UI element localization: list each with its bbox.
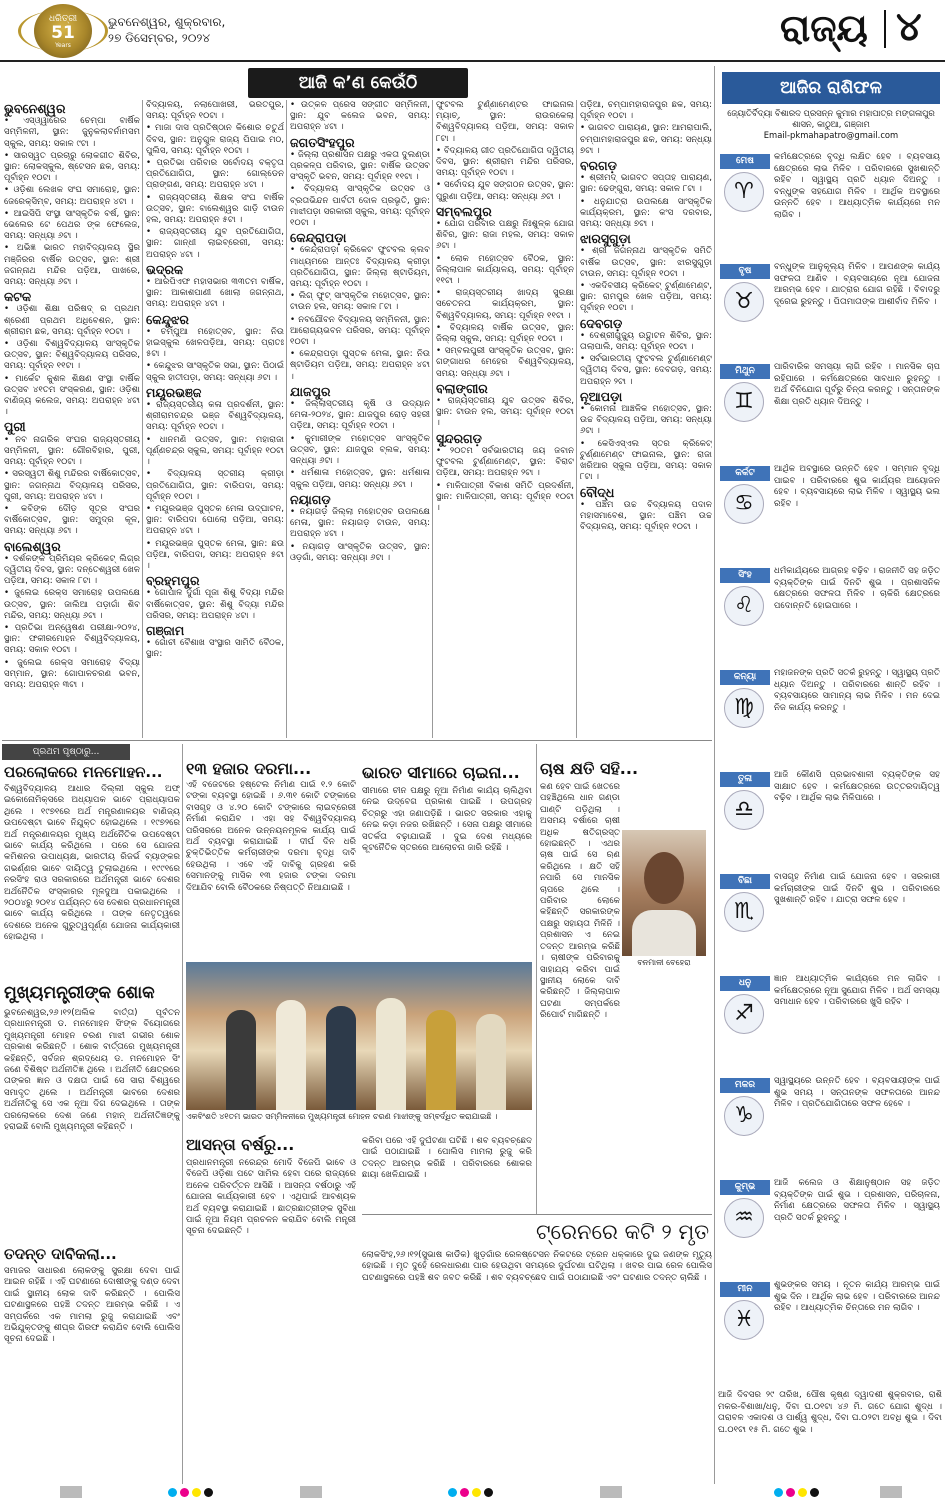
event-item: • ଲୋକ ମହୋତ୍ସବ ବୈଠକ, ସ୍ଥାନ: ଜିଲ୍ଲାପାଳ କାର୍ଯ୍ୟାଳୟ, ସମୟ: ପୂର୍ବାହ୍ନ ୧୧ଟା । — [436, 253, 574, 287]
sign-forecast: ଜ୍ଞାନ ଆଧ୍ୟାତ୍ମିକ କାର୍ଯ୍ୟରେ ମନ ଲାଗିବ । କର୍ମକ୍ଷେତ୍ରରେ ନୂଆ ସୁଯୋଗ ମିଳିବ । ଅର୍ଥ ସମସ୍ୟା ସମାଧାନ ହେବ । ପରିବାରରେ ଖୁସି ରହିବ । — [774, 974, 940, 1008]
horoscope-banner: ଆଜିର ରାଶିଫଳ — [722, 72, 940, 104]
sign-forecast: ଧର୍ମକାର୍ଯ୍ୟରେ ଆଗ୍ରହ ବଢ଼ିବ । ରାଜନୀତି ସହ ଜଡ଼ିତ ବ୍ୟକ୍ତିଙ୍କ ପାଇଁ ଦିନଟି ଶୁଭ । ପ୍ରଶାସନିକ କ୍ଷେତ୍ରରେ ସଫଳତା ମିଳିବ । ଚାକିରି କ୍ଷେତ୍ରରେ ପଦୋନ୍ନତି ହୋଇପାରେ । — [774, 566, 940, 611]
event-item: • ଯୋଗ ପରିବାର ପକ୍ଷରୁ ନିଃଶୁଳ୍କ ଯୋଗ ଶିବିର, ସ୍ଥାନ: ରାଜା ମହଲ, ସମୟ: ସକାଳ ୬ଟା । — [436, 219, 574, 252]
event-item: • ବିଦ୍ୟାଳୟ ଗୀତ ପ୍ରତିଯୋଗିତା ଦ୍ୱିତୀୟ ଦିବସ, ସ୍ଥାନ: ଶ୍ରୀରାମ ମନ୍ଦିର ପରିସର, ସମୟ: ପୂର୍ବାହ୍ନ ୧୦ଟା । — [436, 145, 574, 179]
logo-name: ଧରିତ୍ରୀ — [48, 13, 78, 24]
print-registration-dot — [786, 1488, 795, 1497]
event-item: • ଜିଲ୍ଲା ପ୍ରଶାସନ ପକ୍ଷରୁ ଏକତା ଦୁଲଣ୍ଡା ପ୍ରକଳ୍ପ ପରିବାର, ସ୍ଥାନ: ବାର୍ଷିକ ଉତ୍ସବ ସଂସ୍କୃତି ଭବନ, ସମୟ: ପୂର୍ବାହ୍ନ ୧୧ଟା । — [290, 149, 430, 183]
sign-forecast: ବନ୍ଧୁଙ୍କ ଆନୁକୂଲ୍ୟ ମିଳିବ । ଆପଣଙ୍କ କାର୍ଯ୍ୟ ସଫଳତା ଆଣିବ । ବ୍ୟବସାୟରେ ନୂଆ ଯୋଜନା ଆରମ୍ଭ ହେବ । ଯାତ୍ରାର ଯୋଗ ରହିଛି । ବିବାଦରୁ ଦୂରେଇ ରୁହନ୍ତୁ । ପିତାମାତାଙ୍କ ଆଶୀର୍ବାଦ ମିଳିବ । — [774, 262, 940, 307]
headline-cm-condolence: ମୁଖ୍ୟମନ୍ତ୍ରୀଙ୍କ ଶୋକ — [4, 983, 155, 1003]
section-title: ରାଜ୍ୟ — [780, 6, 868, 50]
dateline-date: ୨୭ ଡିସେମ୍ବର, ୨୦୨୪ — [108, 31, 211, 45]
horoscope-cancer — [718, 464, 942, 574]
taurus-icon: ♉ — [724, 282, 764, 322]
sign-name: ସିଂହ — [720, 568, 770, 583]
gemini-icon: ♊ — [724, 382, 764, 422]
district-heading: ପୁରୀ — [4, 419, 26, 435]
print-registration-dot — [460, 1488, 469, 1497]
sidebar-rule — [714, 66, 715, 1484]
horoscope-sagittarius — [718, 974, 942, 1084]
horoscope-taurus — [718, 262, 942, 372]
event-item: • ଗୋପାଳ ଦୁର୍ଗା ପୂଜା ଶିଶୁ ବିଦ୍ୟା ମନ୍ଦିର ବାର୍ଷିକୋତ୍ସବ, ସ୍ଥାନ: ଶିଶୁ ବିଦ୍ୟା ମନ୍ଦିର ପରିସର, ସମୟ: ଅପରାହ୍ନ ୪ଟା । — [146, 588, 284, 621]
district-heading: ବରଗଡ଼ — [580, 158, 617, 174]
section-rule — [2, 740, 712, 741]
district-heading: ଦେବଗଡ଼ — [580, 315, 623, 331]
person-figure — [326, 1006, 356, 1110]
print-registration-dot — [472, 1488, 481, 1497]
event-item: • ରାଜ୍ୟସ୍ତରୀୟ ଯୁବ ପ୍ରତିଯୋଗିତା, ସ୍ଥାନ: ଗାନ୍ଧୀ ଲାଇବ୍ରେରୀ, ସମୟ: ଅପରାହ୍ନ ୪ଟା । — [146, 227, 284, 260]
event-item: ପଡ଼ିଆ, ଚମ୍ପାମହାରାଜପୁର ଛକ, ସମୟ: ପୂର୍ବାହ୍ନ ୧୦ଟା । — [580, 100, 712, 122]
aries-icon: ♈ — [724, 172, 764, 212]
district-heading: ନୂଆପଡ଼ା — [580, 388, 623, 404]
headline-train-accident: ଟ୍ରେନରେ କଟି ୨ ମୃତ — [536, 1220, 710, 1244]
event-item: • ସର୍ବଭାରତୀୟ ଫୁଟବଲ ଟୁର୍ଣ୍ଣାମେଣ୍ଟ ଦ୍ୱିତୀୟ ଦିବସ, ସ୍ଥାନ: ଦେବଗଡ଼, ସମୟ: ଅପରାହ୍ନ ୨ଟା । — [580, 354, 712, 387]
event-item: • ଏକଦିବସୀୟ କ୍ରିକେଟ୍ ଟୁର୍ଣ୍ଣାମେଣ୍ଟ, ସ୍ଥାନ: ରାମପୁର ଖେଳ ପଡ଼ିଆ, ସମୟ: ପୂର୍ବାହ୍ନ ୧୦ଟା । — [580, 281, 712, 314]
event-item: • ଦେଶ୍ରୀଗୁଜ୍ୟୁ ଉଦ୍ଘାଟନ ଶିବିର, ସ୍ଥାନ: ତାଲାପାଲି, ସମୟ: ପୂର୍ବାହ୍ନ ୧୦ଟା । — [580, 330, 712, 353]
district-heading: ନୟାଗଡ଼ — [290, 491, 331, 507]
district-heading: ଝାରସୁଗୁଡ଼ା — [580, 231, 631, 247]
district-heading: ମୟୂରଭଞ୍ଜ — [146, 384, 202, 400]
virgo-icon: ♍ — [724, 688, 764, 728]
horoscope-libra — [718, 770, 942, 880]
story-accident-continued: କରିବା ପରେ ଏହି ଦୁର୍ଘଟଣା ଘଟିଛି । ଶବ ବ୍ୟବଚ୍ଛେଦ ପାଇଁ ପଠାଯାଇଛି । ପୋଲିସ ମାମଲା ରୁଜୁ କରି ତଦନ୍ତ ଆରମ୍ଭ କରିଛି । ପରିବାରରେ ଶୋକର ଛାୟା ଖେଳିଯାଇଛି । — [362, 1136, 532, 1181]
sign-name: ମେଷ — [720, 154, 770, 169]
horoscope-leo — [718, 566, 942, 676]
farmer-photo — [622, 830, 706, 956]
event-item: ଫୁଟବଲ ଟୁର୍ଣ୍ଣାମେଣ୍ଟର ଫାଇନାଲ ମ୍ୟାଚ୍, ସ୍ଥାନ: ରାଉରକେଲା ବିଶ୍ୱବିଦ୍ୟାଳୟ ପଡ଼ିଆ, ସମୟ: ସକାଳ ୮ଟା । — [436, 100, 574, 144]
farmer-caption: ବନମାଳୀ ବେହେରା — [637, 958, 691, 967]
event-item: • ମୟୂରଭଞ୍ଜ ପୁସ୍ତକ ମେଳା ଉଦ୍‌ଘାଟନ, ସ୍ଥାନ: ବାରିପଦା ପୋଲୋ ପଡ଼ିଆ, ସମୟ: ଅପରାହ୍ନ ୪ଟା । — [146, 503, 284, 537]
column-rule — [576, 100, 577, 738]
event-item: • ପ୍ରତିଭା ପରିବାର ସର୍ବୋଦୟ ବକ୍ତୃତା ପ୍ରତିଯୋଗିତା, ସ୍ଥାନ: ଗୋଲ୍ଡେନ ପ୍ରାଙ୍ଗଣ, ସମୟ: ଅପରାହ୍ନ ୪ଟା । — [146, 158, 284, 191]
sign-name: ମକର — [720, 1078, 770, 1093]
headline-crop-loss: ଚାଷ କ୍ଷତି ସହି... — [540, 759, 639, 778]
pisces-icon: ♓ — [724, 1300, 764, 1340]
sign-forecast: ଶୁଭଙ୍କର ସମୟ । ନୂତନ କାର୍ଯ୍ୟ ଆରମ୍ଭ ପାଇଁ ଶୁଭ ଦିନ । ଆର୍ଥିକ ଲାଭ ହେବ । ପରିବାରରେ ଆନନ୍ଦ ରହିବ । ଆଧ୍ୟାତ୍ମିକ ଚିନ୍ତାରେ ମନ ଲାଗିବ । — [774, 1280, 940, 1314]
story-cm-condolence: ଭୁବନେଶ୍ୱର,୨୬।୧୨(ଅଲିକ ବାର୍ତ୍ତା) ପୂର୍ବତନ ପ୍ରଧାନମନ୍ତ୍ରୀ ଡ. ମନମୋହନ ସିଂଙ୍କ ବିୟୋଗରେ ମୁଖ୍ୟମନ୍ତ୍ରୀ ମୋହନ ଚରଣ ମାଝୀ ଗଭୀର ଶୋକ ପ୍ରକାଶ କରିଛନ୍ତି । ଶୋକ ବାର୍ତ୍ତାରେ ମୁଖ୍ୟମନ୍ତ୍ରୀ କହିଛନ୍ତି, ସର୍ବଜନ ଶ୍ରଦ୍ଧେୟ ଡ. ମନମୋହନ ସିଂ ଜଣେ ବିଶିଷ୍ଟ ଅର୍ଥନୀତିଜ୍ଞ ଥିଲେ । ଅର୍ଥନୀତି କ୍ଷେତ୍ରରେ ତାଙ୍କର ଜ୍ଞାନ ଓ ଦକ୍ଷତା ପାଇଁ ସେ ସାରା ବିଶ୍ୱରେ ସମାଦୃତ ଥିଲେ । ଅର୍ଥମନ୍ତ୍ରୀ ଭାବରେ ଦେଶର ଅର୍ଥନୀତିକୁ ସେ ଏକ ନୂଆ ଦିଗ ଦେଇଥିଲେ । ତାଙ୍କ ପରଲୋକରେ ଦେଶ ଜଣେ ମହାନ୍ ଅର୍ଥନୀତିଜ୍ଞଙ୍କୁ ହରାଇଛି ବୋଲି ମୁଖ୍ୟମନ୍ତ୍ରୀ କହିଛନ୍ତି । — [4, 1008, 180, 1133]
column-rule — [536, 744, 537, 1214]
event-item: • ଧନୁଯାତ୍ରା ଉପଲକ୍ଷେ ସାଂସ୍କୃତିକ କାର୍ଯ୍ୟକ୍ରମ, ସ୍ଥାନ: କଂସ ଦରବାର, ସମୟ: ସନ୍ଧ୍ୟା ୭ଟା । — [580, 196, 712, 230]
event-item: • ଧର୍ମଶାଳା ମହୋତ୍ସବ, ସ୍ଥାନ: ଧର୍ମଶାଳା ସ୍କୁଲ ପଡ଼ିଆ, ସମୟ: ସନ୍ଧ୍ୟା ୬ଟା । — [290, 468, 430, 490]
event-item: • ନୟାଗଡ଼ ଜିଲ୍ଲା ମହୋତ୍ସବ ଉପଲକ୍ଷେ ମେଳା, ସ୍ଥାନ: ନୟାଗଡ଼ ଟାଉନ, ସମୟ: ଅପରାହ୍ନ ୪ଟା । — [290, 506, 430, 540]
event-item: • କେନ୍ଦ୍ରାପଡ଼ା ପୁସ୍ତକ ମେଳା, ସ୍ଥାନ: ନିଉ ଷ୍ଟାଡିୟମ ପଡ଼ିଆ, ସମୟ: ଅପରାହ୍ନ ୪ଟା । — [290, 349, 430, 382]
event-item: • କୋମନା ଆଞ୍ଚଳିକ ମହୋତ୍ସବ, ସ୍ଥାନ: ଉଚ୍ଚ ବିଦ୍ୟାଳୟ ପଡ଼ିଆ, ସମୟ: ସନ୍ଧ୍ୟା ୬ଟା । — [580, 404, 712, 437]
event-item: • କେନ୍ଦୁଝର ସାଂସ୍କୃତିକ ସଭା, ସ୍ଥାନ: ପିଠାଇଁ ସ୍କୁଲ ହାତୀପଡ଼ା, ସମୟ: ସନ୍ଧ୍ୟା ୬ଟା । — [146, 361, 284, 383]
photo-caption: ଏକବିଂଶତି ୪୧ତମ ଭାରତ ସମ୍ମିଳନୀରେ ମୁଖ୍ୟମନ୍ତ୍ରୀ ମୋହନ ଚରଣ ମାଝୀଙ୍କୁ ସମ୍ବର୍ଦ୍ଧିତ କରାଯାଇଛି । — [186, 1112, 498, 1121]
person-figure — [276, 1000, 306, 1110]
section-rule — [362, 1214, 712, 1215]
event-item: • ଚମ୍ପୁଆ ମହୋତ୍ସବ, ସ୍ଥାନ: ନିଉ ହାଇସ୍କୁଲ ଖେଳପଡ଼ିଆ, ସମୟ: ପ୍ରାତଃ ୫ଟା । — [146, 326, 284, 360]
horoscope-virgo — [718, 668, 942, 778]
events-column-2 — [146, 100, 284, 738]
person-figure — [226, 1010, 256, 1110]
logo-years-number: 51 — [51, 22, 75, 43]
newspaper-logo — [34, 4, 92, 58]
sign-forecast: ପାରିବାରିକ ସମସ୍ୟା ଲାଗି ରହିବ । ମାନସିକ ଚାପ ରହିପାରେ । କର୍ମକ୍ଷେତ୍ରରେ ସାବଧାନ ରୁହନ୍ତୁ । ଅର୍ଥ ବିନିଯୋଗ ପୂର୍ବରୁ ଚିନ୍ତା କରନ୍ତୁ । ସନ୍ତାନଙ୍କ ଶିକ୍ଷା ପ୍ରତି ଧ୍ୟାନ ଦିଅନ୍ତୁ । — [774, 362, 940, 407]
event-item: • କବିଙ୍କ ଦୌଡ଼ ସୂତ୍ର ସଂଘର ବାର୍ଷିକୋତ୍ସବ, ସ୍ଥାନ: ସମୁଦ୍ର କୂଳ, ସମୟ: ସନ୍ଧ୍ୟା ୬ଟା । — [4, 503, 140, 537]
event-item: • ପ୍ରତିଭା ଅନ୍ୱେଷଣ ପରୀକ୍ଷା-୨୦୨୪, ସ୍ଥାନ: ଫକୀରମୋହନ ବିଶ୍ୱବିଦ୍ୟାଳୟ, ସମୟ: ସକାଳ ୧୦ଟା । — [4, 622, 140, 656]
horoscope-aries — [718, 152, 942, 262]
headline-salary: ୧୩ ହଜାର ଦରମା... — [186, 759, 312, 778]
district-heading: ବୌଦ୍ଧ — [580, 484, 615, 500]
events-column-1 — [4, 100, 140, 738]
event-item: • ସାରସ୍ୱତ ପ୍ରଚାରୁ ଲୋକଗୀତ ଶିବିର, ସ୍ଥାନ: ଲୋକସ୍କୁଲ, ଷ୍ଟେସନ ଛକ, ସମୟ: ପୂର୍ବାହ୍ନ ୧୦ଟା । — [4, 150, 140, 184]
print-registration-dot — [168, 1488, 177, 1497]
story-probe-demand: ସମାଜର ସାଧାରଣ ଲୋକଙ୍କୁ ସୁରକ୍ଷା ଦେବା ପାଇଁ ଆଇନ ରହିଛି । ଏହି ଘଟଣାରେ ଦୋଷୀଙ୍କୁ ଦଣ୍ଡ ଦେବା ପାଇଁ ସ୍ଥାନୀୟ ଲୋକ ଦାବି କରିଛନ୍ତି । ପୋଲିସ ଘଟଣାସ୍ଥଳରେ ପହଞ୍ଚି ତଦନ୍ତ ଆରମ୍ଭ କରିଛି । ଏ ସମ୍ପର୍କରେ ଏକ ମାମଲା ରୁଜୁ କରାଯାଇଛି ଏବଂ ଅଭିଯୁକ୍ତଙ୍କୁ ଶୀଘ୍ର ଗିରଫ କରାଯିବ ବୋଲି ପୋଲିସ ସୂଚନା ଦେଇଛି । — [4, 1266, 180, 1345]
event-item: • ବିଦ୍ୟାଳୟ ବାର୍ଷିକ ଉତ୍ସବ, ସ୍ଥାନ: ଜିଲ୍ଲା ସ୍କୁଲ, ସମୟ: ପୂର୍ବାହ୍ନ ୧୦ଟା । — [436, 322, 574, 345]
person-figure — [476, 1014, 506, 1110]
dateline-place: ଭୁବନେଶ୍ୱର, ଶୁକ୍ରବାର, — [108, 15, 226, 29]
event-item: • ଓଡ଼ିଶା ବିଶ୍ୱବିଦ୍ୟାଳୟ ସାଂସ୍କୃତିକ ଉତ୍ସବ, ସ୍ଥାନ: ବିଶ୍ୱବିଦ୍ୟାଳୟ ପରିସର, ସମୟ: ପୂର୍ବାହ୍ନ ୧୧ଟା । — [4, 339, 140, 372]
event-item: • ବିଦ୍ୟାଳୟ ସାଂସ୍କୃତିକ ଉତ୍ସବ ଓ ବ୍ରତାଭିନ୍ଦନ ପାର୍ବତୀ ଦୋଳ ପ୍ରଭୃତି, ସ୍ଥାନ: ମାଝୀପଡ଼ା ସରକାରୀ ସ୍କୁଲ, ସମୟ: ପୂର୍ବାହ୍ନ ୧୦ଟା । — [290, 184, 430, 229]
headline-probe-demand: ତଦନ୍ତ ଦାବିକଲା... — [4, 1245, 117, 1263]
event-item: • ଶ୍ରୀମଦ୍ ଭାଗବତ ସପ୍ତାହ ପାରାୟଣ, ସ୍ଥାନ: ଢେଙ୍ଗୁରା, ସମୟ: ସକାଳ ୮ଟା । — [580, 173, 712, 195]
event-item: • ଶ୍ରୀ ଜଗନ୍ନାଥ ସାଂସ୍କୃତିକ ସମିତି ବାର୍ଷିକ ଉତ୍ସବ, ସ୍ଥାନ: ଝାରସୁଗୁଡ଼ା ଟାଉନ, ସମୟ: ପୂର୍ବାହ୍ନ ୧୦ଟା । — [580, 246, 712, 279]
event-item: • ଉତ୍କଳ ପ୍ରେସ ସଙ୍ଗୀତ ସମ୍ମିଳନୀ, ସ୍ଥାନ: ଯୁବ କଲେଜ ଭବନ, ସମୟ: ଅପରାହ୍ନ ୪ଟା । — [290, 100, 430, 133]
event-item: • ଗୋଚୀ ବୈଶାଖ ସଂସ୍ଥାର ସାମିତି ବୈଠକ, ସ୍ଥାନ: — [146, 638, 284, 660]
event-item: • ଆଇସିପି ସଂସ୍ଥା ସାଂସ୍କୃତିକ ବର୍ଷ, ସ୍ଥାନ: ଭେଲେର ଟେ ପେଥର ଙ୍କ ଫେଲେଜ, ସମୟ: ସନ୍ଧ୍ୟା ୬ଟା । — [4, 208, 140, 242]
event-item: ବିଦ୍ୟାଳୟ, ନଲାପୋଖରୀ, ଭରତପୁର, ସମୟ: ପୂର୍ବାହ୍ନ ୧୦ଟା । — [146, 100, 284, 122]
section-divider — [884, 10, 886, 48]
event-item: • ଧାନମଣି ଉତ୍ସବ, ସ୍ଥାନ: ମହାରାଜା ପୂର୍ଣ୍ଣଚନ୍ଦ୍ର ସ୍କୁଲ, ସମୟ: ପୂର୍ବାହ୍ନ ୧୦ଟା । — [146, 434, 284, 468]
sign-name: ଧନୁ — [720, 976, 770, 991]
sign-forecast: କର୍ମକ୍ଷେତ୍ରରେ ବୃଦ୍ଧି ଲକ୍ଷିତ ହେବ । ବ୍ୟବସାୟ କ୍ଷେତ୍ରରେ ଲାଭ ମିଳିବ । ପରିବାରରେ ସୁଖଶାନ୍ତି ରହିବ । ସ୍ୱାସ୍ଥ୍ୟ ପ୍ରତି ଧ୍ୟାନ ଦିଅନ୍ତୁ । ବନ୍ଧୁଙ୍କ ସହଯୋଗ ମିଳିବ । ଆର୍ଥିକ ଅବସ୍ଥାରେ ଉନ୍ନତି ହେବ । ଆଧ୍ୟାତ୍ମିକ କାର୍ଯ୍ୟରେ ମନ ଲାଗିବ । — [774, 152, 940, 220]
event-item: • ଓଡ଼ିଶା ଶିକ୍ଷା ପରିଷଦ୍‌ ର ପ୍ରଥମ ଶ୍ରେଣୀ ପ୍ରଥମ ଅଧିବେଶନ, ସ୍ଥାନ: ଶ୍ରୀରାମ ଛକ, ସମୟ: ପୂର୍ବାହ୍ନ ୧୦ଟା । — [4, 304, 140, 337]
column-rule — [142, 100, 143, 738]
farmer-face — [644, 852, 684, 904]
dateline — [108, 14, 288, 46]
masthead — [0, 0, 945, 62]
story-salary: ଏହି ବଜେଟରେ ହଷ୍ଟେଲ ନିର୍ମାଣ ପାଇଁ ୧.୨ କୋଟି ଟଙ୍କା ବ୍ୟବସ୍ଥା ହୋଇଛି । ୬.୩୧ କୋଟି ଟଙ୍କାରେ ବାସଗୃହ ଓ ୪.୨୦ କୋଟି ଟଙ୍କାରେ ଲାଇବ୍ରେରୀ ନିର୍ମାଣ କରାଯିବ । ଏହା ସହ ବିଶ୍ୱବିଦ୍ୟାଳୟ ପରିସରରେ ଅନେକ ଉନ୍ନୟନମୂଳକ କାର୍ଯ୍ୟ ପାଇଁ ଅର୍ଥ ବ୍ୟବସ୍ଥା କରାଯାଇଛି । ଦୀର୍ଘ ଦିନ ଧରି ଚୁକ୍ତିଭିତ୍ତିକ କର୍ମଚାରୀଙ୍କ ଦରମା ବୃଦ୍ଧି ଦାବି ହେଉଥିଲା । ଏବେ ଏହି ଦାବିକୁ ଗ୍ରହଣ କରି ସେମାନଙ୍କୁ ମାସିକ ୧୩ ହଜାର ଟଙ୍କା ଦରମା ଦିଆଯିବ ବୋଲି ବୈଠକରେ ନିଷ୍ପତ୍ତି ନିଆଯାଇଛି । — [186, 780, 356, 893]
event-item: • ଓଡ଼ିଶା ଲେଖକ ସଂଘ ସମାରୋହ, ସ୍ଥାନ: ଜେରେକ୍ସିମ୍ବ, ସମୟ: ଅପରାହ୍ନ ୪ଟା । — [4, 185, 140, 207]
district-heading: ଭୁବନେଶ୍ୱର — [4, 101, 66, 116]
event-item: • ୨୦ତମ ସର୍ବଭାରତୀୟ ଜୟ ଜବାନ ଫୁଟବଲ ଟୁର୍ଣ୍ଣାମେଣ୍ଟ, ସ୍ଥାନ: ବିରାଟ ପଡ଼ିଆ, ସମୟ: ଅପରାହ୍ନ ୨ଟା । — [436, 445, 574, 479]
district-heading: ଯାଜପୁର — [290, 383, 331, 399]
story-next-year: ପ୍ରଧାନମନ୍ତ୍ରୀ ନରେନ୍ଦ୍ର ମୋଦି ବିଜେପି ଭାବେ ଓ ବିଜେପି ଓଡ଼ିଶା ପଟେ ସାମିଲ ହେବା ପରେ ରାଜ୍ୟରେ ଅନେକ ପରିବର୍ତ୍ତନ ଆସିଛି । ଆସନ୍ତା ବର୍ଷଠାରୁ ଏହି ଯୋଜନା କାର୍ଯ୍ୟକାରୀ ହେବ । ଏଥିପାଇଁ ଆବଶ୍ୟକ ଅର୍ଥ ବ୍ୟବସ୍ଥା କରାଯାଇଛି । ଛାତ୍ରଛାତ୍ରୀଙ୍କ ସୁବିଧା ପାଇଁ ନୂଆ ନିୟମ ପ୍ରଚଳନ କରାଯିବ ବୋଲି ମନ୍ତ୍ରୀ ସୂଚନା ଦେଇଛନ୍ତି । — [186, 1158, 356, 1237]
event-photo — [186, 962, 532, 1110]
column-rule — [432, 100, 433, 738]
headline-china-border: ଭାରତ ସୀମାରେ ଚାଇନା... — [362, 763, 520, 782]
story-manmohan: ବିଶ୍ୱବିଦ୍ୟାଳୟ ଆଧାର ଦିଲ୍ଲୀ ସ୍କୁଲ ଅଫ୍ ଇକୋନୋମିକ୍ସରେ ଅଧ୍ୟାପକ ଭାବେ ପ୍ରାଧ୍ୟାପକ ଥିଲେ । ୧୯୭୧ରେ ଅର୍ଥ ମନ୍ତ୍ରଣାଳୟର ବାଣିଜ୍ୟ ଉପଦେଷ୍ଟା ଭାବେ ନିଯୁକ୍ତ ହୋଇଥିଲେ । ୧୯୭୨ରେ ଅର୍ଥ ମନ୍ତ୍ରଣାଳୟର ମୁଖ୍ୟ ଅର୍ଥନୈତିକ ଉପଦେଷ୍ଟା ଭାବେ କାର୍ଯ୍ୟ କରିଥିଲେ । ପରେ ସେ ଯୋଜନା କମିଶନର ଉପାଧ୍ୟକ୍ଷ, ଭାରତୀୟ ରିଜର୍ଭ ବ୍ୟାଙ୍କର ଗଭର୍ଣ୍ଣର ଭାବେ ଦାୟିତ୍ୱ ତୁଲାଇଥିଲେ । ୧୯୯୧ରେ ନରସିଂହ ରାଓ ସରକାରରେ ଅର୍ଥମନ୍ତ୍ରୀ ଭାବେ ଦେଶର ଅର୍ଥନୈତିକ ସଂସ୍କାରର ମୂଳଦୁଆ ପକାଇଥିଲେ । ୨୦୦୪ରୁ ୨୦୧୪ ପର୍ଯ୍ୟନ୍ତ ସେ ଦେଶର ପ୍ରଧାନମନ୍ତ୍ରୀ ଭାବେ କାର୍ଯ୍ୟ କରିଥିଲେ । ତାଙ୍କ ନେତୃତ୍ୱରେ ଦେଶରେ ଅନେକ ଗୁରୁତ୍ୱପୂର୍ଣ୍ଣ ଯୋଜନା କାର୍ଯ୍ୟକାରୀ ହୋଇଥିଲା । — [4, 784, 180, 943]
sign-name: କନ୍ୟା — [720, 670, 770, 685]
person-figure — [376, 998, 406, 1110]
horoscope-gemini — [718, 362, 942, 472]
event-item: • କେସିଏସ୍‌ଏଲ ସ୍ତର କ୍ରିକେଟ୍ ଟୁର୍ଣ୍ଣାମେଣ୍ଟ ଫାଇନାଲ, ସ୍ଥାନ: ରାଜା ଖରିଆର ସ୍କୁଲ ପଡ଼ିଆ, ସମୟ: ସକାଳ ୮ଟା । — [580, 438, 712, 483]
district-heading: ଭଦ୍ରକ — [146, 261, 184, 277]
print-registration-dot — [204, 1488, 213, 1497]
sign-name: କୁମ୍ଭ — [720, 1180, 770, 1195]
event-item: • ଜୁଲେଇ ରେକ୍ସ ସମାରୋହ ଉପଲକ୍ଷେ ଉତ୍ସବ, ସ୍ଥାନ: ଜାଲିଆ ପଡ଼ାଗାଁ ଶିବ ମନ୍ଦିର, ସମୟ: ସନ୍ଧ୍ୟା ୬ଟା । — [4, 588, 140, 621]
event-item: • ଦର୍ଶକଙ୍କ ପ୍ରିମିୟର କ୍ରିକେଟ୍ ଲିଗ୍‌ର ଦ୍ୱିତୀୟ ଦିବସ, ସ୍ଥାନ: ଦନ୍ତେଶ୍ୱରୀ ଖେଳ ପଡ଼ିଆ, ସମୟ: ସକାଳ ୮ଟା । — [4, 553, 140, 587]
horoscope-scorpio — [718, 872, 942, 982]
print-registration-bar — [600, 1486, 622, 1498]
event-item: • ମାଜା ଦାସ ପ୍ରତିଷ୍ଠାନ କିଶୋର ଚତୁର୍ଥ ଦିବସ, ସ୍ଥାନ: ଅନୁଗୁଳ ରାଜ୍ୟ ପିପାଇ ମଠ, ପୁଲିସ, ସମୟ: ପୂର୍ବାହ୍ନ ୧୦ଟା । — [146, 123, 284, 156]
astrologer-credit: ଜ୍ୟୋତିର୍ବିଦ୍ୟା ବିଶାରଦ ପ୍ରସନ୍ନ କୁମାର ମହାପାତ୍ର ମଙ୍ଗଳାପୁର ଶାସନ, କାଠୁଆ, ଗଞ୍ଜାମ — [727, 108, 935, 129]
astrologer-email: Email-pkmahapatro@gmail.com — [763, 130, 899, 140]
headline-next-year: ଆସନ୍ତା ବର୍ଷରୁ... — [186, 1135, 295, 1154]
panchang-note: ଆଜି ଦିବସର ୨୯ ତାରିଖ, ପୌଷ କୃଷ୍ଣ ଦ୍ୱାଦଶୀ ଶୁକ୍ରବାର, ରାଶି ମକର-ବିଶାଖା/ଧନୁ, ଦିବା ଘ.୦୧ଟା ୪୬ ମି. ଗତେ ଯୋଗ ଶୁଦ୍ଧ । ତାରାବଳ ଏକାଦଶ ଓ ପାର୍ଶ୍ୱ ଶୁଦ୍ଧ, ଦିବା ଘ.୦୨ଟା ଅବଧି ଶୁଭ । ଦିବା ଘ.୦୧ଟା ୧୫ ମି. ଗତେ ଶୁଭ । — [718, 1390, 942, 1435]
sign-name: ବିଛା — [720, 874, 770, 889]
print-registration-dot — [192, 1488, 201, 1497]
cancer-icon: ♋ — [724, 484, 764, 524]
scorpio-icon: ♏ — [724, 892, 764, 932]
event-item: • ରାଜ୍ୟସ୍ତରୀୟ ଶିକ୍ଷକ ସଂଘ ବାର୍ଷିକ ଉତ୍ସବ, ସ୍ଥାନ: ବାଲେଶ୍ୱର ଗାଡ଼ି ଟାଉନ ହଲ, ସମୟ: ଅପରାହ୍ନ ୫ଟା । — [146, 192, 284, 226]
print-registration-bar — [880, 1486, 902, 1498]
district-heading: ସମ୍ବଲପୁର — [436, 203, 492, 219]
sign-forecast: ଆର୍ଥିକ ଅବସ୍ଥାରେ ଉନ୍ନତି ହେବ । ସମ୍ମାନ ବୃଦ୍ଧି ପାଇବ । ପରିବାରରେ ଶୁଭ କାର୍ଯ୍ୟର ଆୟୋଜନ ହେବ । ବ୍ୟବସାୟରେ ଲାଭ ମିଳିବ । ସ୍ୱାସ୍ଥ୍ୟ ଭଲ ରହିବ । — [774, 464, 940, 509]
story-train-accident: ଲୋକସିଂହ,୨୬।୧୨(ସୁଭାଷ କାର୍ଡିକ) ଖୁଡ଼ଗାଁର ରେଳଷ୍ଟେସନ ନିକଟରେ ଟ୍ରେନ ଧକ୍କାରେ ଦୁଇ ଜଣଙ୍କ ମୃତ୍ୟୁ ହୋଇଛି । ମୃତ ଦୁହେଁ ରେଳଧାରଣା ପାର ହେଉଥିବା ସମୟରେ ଦୁର୍ଘଟଣା ଘଟିଥିଲା । ଖବର ପାଇ ରେଳ ପୋଲିସ ଘଟଣାସ୍ଥଳରେ ପହଞ୍ଚି ଶବ ଜବତ କରିଛି । ଶବ ବ୍ୟବଚ୍ଛେଦ ପାଇଁ ପଠାଯାଇଛି ଏବଂ ଘଟଣାର ତଦନ୍ତ ଚାଲିଛି । — [362, 1250, 712, 1283]
print-registration-dot — [484, 1488, 493, 1497]
event-item: • ରାଜ୍ୟସ୍ତରୀୟ ଖାଦ୍ୟ ସୁରକ୍ଷା ସଚେତନତା କାର୍ଯ୍ୟକ୍ରମ, ସ୍ଥାନ: ବିଶ୍ୱବିଦ୍ୟାଳୟ, ସମୟ: ପୂର୍ବାହ୍ନ ୧୧ଟା । — [436, 288, 574, 321]
event-item: • ଏସ୍‌ଓ୍ୱାରେର ଚେମ୍ପା ବାର୍ଷିକ ସମ୍ମିଳନୀ, ସ୍ଥାନ: ଜୁନୁକଲାବର୍ନାମସମ ସ୍କୁଲ, ସମୟ: ସକାଳ ୯ଟା । — [4, 116, 140, 149]
horoscope-capricorn — [718, 1076, 942, 1186]
district-heading: କଟକ — [4, 289, 32, 305]
page-number: ୪ — [896, 4, 922, 50]
sign-name: ମୀନ — [720, 1282, 770, 1297]
event-item: • ରାଜ୍ୟସ୍ତରୀୟ କଳା ପ୍ରଦର୍ଶନୀ, ସ୍ଥାନ: ଶ୍ରୀରାମଚନ୍ଦ୍ର ଭଞ୍ଜ ବିଶ୍ୱବିଦ୍ୟାଳୟ, ସମୟ: ପୂର୍ବାହ୍ନ ୧୦ଟା । — [146, 400, 284, 433]
event-item: • ଜିଲ୍ଲାସ୍ତରୀୟ କୃଷି ଓ ଉଦ୍ୟାନ ମେଳା-୨୦୨୪, ସ୍ଥାନ: ଯାଜପୁର ରୋଡ଼ ସହରୀ ପଡ଼ିଆ, ସମୟ: ପୂର୍ବାହ୍ନ ୧୦ଟା । — [290, 399, 430, 432]
event-item: • ଅଭିଜ୍ଞ ଭାରତ ମହାବିଦ୍ୟାଳୟ ସ୍ଥିର ମଞ୍ଜିରର ବାର୍ଷିକ ଉତ୍ସବ, ସ୍ଥାନ: ଶ୍ରୀ ଜଗନ୍ନାଥ ମନ୍ଦିର ପଡ଼ିଆ, ପାଖରେ, ସମୟ: ସନ୍ଧ୍ୟା ୬ଟା । — [4, 243, 140, 288]
sign-name: ବୃଷ — [720, 264, 770, 279]
libra-icon: ♎ — [724, 790, 764, 830]
print-registration-dot — [774, 1488, 783, 1497]
sign-forecast: ସ୍ୱାସ୍ଥ୍ୟରେ ଉନ୍ନତି ହେବ । ବ୍ୟବସାୟୀଙ୍କ ପାଇଁ ଶୁଭ ସମୟ । ସନ୍ତାନଙ୍କ ସଫଳତାରେ ଆନନ୍ଦ ମିଳିବ । ପ୍ରତିଯୋଗିତାରେ ସଫଳ ହେବେ । — [774, 1076, 940, 1110]
print-registration-dot — [798, 1488, 807, 1497]
sign-name: ମିଥୁନ — [720, 364, 770, 379]
headline-manmohan: ପରଲୋକରେ ମନମୋହନ... — [4, 763, 163, 781]
event-item: • ଜୁଲେଇ ରେକ୍ସ ସମାରୋହ ବିଦ୍ୟା ସମ୍ମାନ, ସ୍ଥାନ: ଗୋପାଳଚରଣ ଭବନ, ସମୟ: ଅପରାହ୍ନ ୩ଟା । — [4, 657, 140, 690]
print-registration-dot — [810, 1488, 819, 1497]
print-registration-dot — [448, 1488, 457, 1497]
column-rule — [182, 744, 183, 1484]
event-item: • ସର୍ବୋଦୟ ଯୁବ ସଙ୍ଗଠନ ଉତ୍ସବ, ସ୍ଥାନ: ପୁରୁଣା ପଡ଼ିଆ, ସମୟ: ସନ୍ଧ୍ୟା ୬ଟା । — [436, 180, 574, 202]
district-heading: ବାଲେଶ୍ୱର — [4, 538, 61, 554]
events-column-4 — [436, 100, 574, 738]
continued-tag: ପ୍ରଥମ ପୃଷ୍ଠାରୁ... — [2, 744, 130, 760]
story-china-border: ସୀମାରେ ଚୀନ ପକ୍ଷରୁ ନୂଆ ନିର୍ମାଣ କାର୍ଯ୍ୟ ଚାଲିଥିବା ନେଇ ଉଦ୍‌ବେଗ ପ୍ରକାଶ ପାଇଛି । ଉପଗ୍ରହ ଚିତ୍ରରୁ ଏହା ଜଣାପଡ଼ିଛି । ଭାରତ ସରକାର ଏହାକୁ ନେଇ କଡ଼ା ନଜର ରଖିଛନ୍ତି । ସେନା ପକ୍ଷରୁ ସୀମାରେ ସତର୍କତା ବଢ଼ାଯାଇଛି । ଦୁଇ ଦେଶ ମଧ୍ୟରେ କୂଟନୈତିକ ସ୍ତରରେ ଆଲୋଚନା ଜାରି ରହିଛି । — [362, 786, 532, 854]
event-item: • ନବଯୌବନ ବିଦ୍ୟାଳୟ ସମ୍ମିଳନୀ, ସ୍ଥାନ: ଆରୋଗ୍ୟଭବନ ପରିସର, ସମୟ: ପୂର୍ବାହ୍ନ ୧୦ଟା । — [290, 314, 430, 348]
logo-years-label: Years — [55, 41, 71, 49]
events-column-5 — [580, 100, 712, 738]
event-item: • ଆରପିଏଫ ମହାସଭାର ୩୩ତମ ବାର୍ଷିକ, ସ୍ଥାନ: ଆକାଶପାଣୀ ଖୋଲା ଜଗନ୍ନାଥ, ସମୟ: ଅପରାହ୍ନ ୪ଟା । — [146, 277, 284, 310]
event-item: • ସମ୍ବଲପୁରୀ ସାଂସ୍କୃତିକ ଉତ୍ସବ, ସ୍ଥାନ: ଗଙ୍ଗାଧର ମେହେର ବିଶ୍ୱବିଦ୍ୟାଳୟ, ସମୟ: ସନ୍ଧ୍ୟା ୬ଟା । — [436, 346, 574, 379]
event-item: • ଲିଗ୍ ଫୁଟ୍ ସାଂସ୍କୃତିକ ମହୋତ୍ସବ, ସ୍ଥାନ: ଟାଉନ ହଲ, ସମୟ: ସକାଳ ୮ଟା । — [290, 291, 430, 313]
district-heading: ବ୍ରହ୍ମପୁର — [146, 573, 200, 589]
district-heading: ସୁନ୍ଦରଗଡ଼ — [436, 430, 482, 446]
story-crop-loss: କଣ ହେବ ପାଇଁ ଖେତରେ ପହଞ୍ଚିଥିଲେ ଧାନ ଗଣ୍ଡା ଘାଣ୍ଟି ପଡ଼ିଥିଲା । ଅସମୟ ବର୍ଷାରେ ଚାଷୀ ଅଧିକ ଷତିଗ୍ରସ୍ତ ହୋଇଛନ୍ତି । ଏଥର ଚାଷ ପାଇଁ ସେ ଋଣ କରିଥିଲେ । କ୍ଷତି ସହି ନପାରି ସେ ମାନସିକ ଚାପରେ ଥିଲେ । ପରିବାର ଲୋକେ କହିଛନ୍ତି ସରକାରଙ୍କ ପକ୍ଷରୁ ସହାୟତା ମିଳିନି । ପ୍ରଶାସନ ଏ ନେଇ ତଦନ୍ତ ଆରମ୍ଭ କରିଛି । ଚାଷୀଙ୍କ ପରିବାରକୁ ସାହାଯ୍ୟ କରିବା ପାଇଁ ସ୍ଥାନୀୟ ଲୋକେ ଦାବି କରିଛନ୍ତି । ଜିଲ୍ଲାପାଳ ଘଟଣା ସମ୍ପର୍କରେ ରିପୋର୍ଟ ମାଗିଛନ୍ତି । — [540, 782, 620, 1021]
horoscope-pisces — [718, 1280, 942, 1390]
event-item: • ବିଦ୍ୟାଳୟ ସ୍ତରୀୟ କ୍ରୀଡ଼ା ପ୍ରତିଯୋଗିତା, ସ୍ଥାନ: ବାରିପଦା, ସମୟ: ପୂର୍ବାହ୍ନ ୧୦ଟା । — [146, 469, 284, 502]
horoscope-byline — [722, 108, 940, 141]
event-item: • ନୟାଗଡ଼ ସାଂସ୍କୃତିକ ଉତ୍ସବ, ସ୍ଥାନ: ଓଡ଼ଗାଁ, ସମୟ: ସନ୍ଧ୍ୟା ୬ଟା । — [290, 541, 430, 563]
sign-forecast: ଆଜି କୌଣସି ପ୍ରଭାବଶାଳୀ ବ୍ୟକ୍ତିଙ୍କ ସହ ସାକ୍ଷାତ ହେବ । କର୍ମକ୍ଷେତ୍ରରେ ଉତ୍ତରଦାୟିତ୍ୱ ବଢ଼ିବ । ଆର୍ଥିକ ଲାଭ ମିଳିପାରେ । — [774, 770, 940, 804]
print-registration-bar — [60, 1486, 82, 1498]
event-item: • ସରସ୍ୱତୀ ଶିଶୁ ମନ୍ଦିରର ବାର୍ଷିକୋତ୍ସବ, ସ୍ଥାନ: ଜଗନ୍ନାଥ ବିଦ୍ୟାଳୟ ପରିସର, ପୁରୀ, ସମୟ: ଅପରାହ୍ନ ୪ଟା । — [4, 469, 140, 502]
event-item: • ମାର୍କେଟ କୁଶଳ ଶିକ୍ଷଣ ସଂସ୍ଥା ବାର୍ଷିକ ଉତ୍ସବ ୪୧ତମ ସଂସ୍କରଣ, ସ୍ଥାନ: ଓଡ଼ିଶା ବାଣିଜ୍ୟ କଲେଜ, ସମୟ: ଅପରାହ୍ନ ୪ଟା । — [4, 373, 140, 418]
farmer-shirt — [632, 910, 696, 956]
event-item: • ମୟୂରଭଞ୍ଜ ପୁସ୍ତକ ମେଳା, ସ୍ଥାନ: ଛଉ ପଡ଼ିଆ, ବାରିପଦା, ସମୟ: ଅପରାହ୍ନ ୫ଟା । — [146, 538, 284, 571]
horoscope-aquarius — [718, 1178, 942, 1288]
capricorn-icon: ♑ — [724, 1096, 764, 1136]
sign-name: କର୍କଟ — [720, 466, 770, 481]
aquarius-icon: ♒ — [724, 1198, 764, 1238]
sagittarius-icon: ♐ — [724, 994, 764, 1034]
sign-forecast: ବାସଗୃହ ନିର୍ମାଣ ପାଇଁ ଯୋଜନା ହେବ । ସରକାରୀ କର୍ମଚାରୀଙ୍କ ପାଇଁ ଦିନଟି ଶୁଭ । ପରିବାରରେ ସୁଖଶାନ୍ତି ରହିବ । ଯାତ୍ରା ସଫଳ ହେବ । — [774, 872, 940, 906]
sign-name: ତୁଳା — [720, 772, 770, 787]
sign-forecast: ମହାଜନଙ୍କ ପ୍ରତି ସତର୍କ ରୁହନ୍ତୁ । ସ୍ୱାସ୍ଥ୍ୟ ପ୍ରତି ଧ୍ୟାନ ଦିଅନ୍ତୁ । ପରିବାରରେ ଶାନ୍ତି ରହିବ । ବ୍ୟବସାୟରେ ସାମାନ୍ୟ ଲାଭ ମିଳିବ । ମନ ଦେଇ ନିଜ କାର୍ଯ୍ୟ କରନ୍ତୁ । — [774, 668, 940, 713]
district-heading: କେନ୍ଦୁଝର — [146, 311, 189, 327]
print-registration-dot — [180, 1488, 189, 1497]
district-heading: ଗଞ୍ଜାମ — [146, 622, 185, 638]
event-item: • ପଞ୍ଚିମ ଉଚ୍ଚ ବିଦ୍ୟାଳୟ ପଦାଳ ମହାସମାବେଶ, ସ୍ଥାନ: ପଞ୍ଚିମ ଉଚ୍ଚ ବିଦ୍ୟାଳୟ, ସମୟ: ପୂର୍ବାହ୍ନ ୧୦ଟା । — [580, 499, 712, 533]
print-registration-bar — [300, 1486, 322, 1498]
event-item: • କେନ୍ଦ୍ରାପଡ଼ା କ୍ରିକେଟ ଫୁଟବଲ କ୍ଲବ ମାଧ୍ୟମରେ ଆନ୍ତଃ ବିଦ୍ୟାଳୟ କ୍ରୀଡ଼ା ପ୍ରତିଯୋଗିତା, ସ୍ଥାନ: ଜିଲ୍ଲା ଷ୍ଟାଡିୟମ, ସମୟ: ପୂର୍ବାହ୍ନ ୧୦ଟା । — [290, 245, 430, 290]
leo-icon: ♌ — [724, 586, 764, 626]
column-rule — [286, 100, 287, 738]
event-item: • ମାଳିପାତ୍ରୀ ବିକାଶ ସମିତି ପ୍ରଦର୍ଶନୀ, ସ୍ଥାନ: ମାଳିପାତ୍ରୀ, ସମୟ: ପୂର୍ବାହ୍ନ ୧୦ଟା । — [436, 480, 574, 513]
person-figure — [426, 1010, 456, 1110]
event-item: • ନବ ନାଗରିକ ସଂଘର ରାଜ୍ୟସ୍ତରୀୟ ସମ୍ମିଳନୀ, ସ୍ଥାନ: ଗୌରବିହାର, ପୁରୀ, ସମୟ: ପୂର୍ବାହ୍ନ ୧୦ଟା । — [4, 434, 140, 468]
sign-forecast: ଆଜି କଲେଜ ଓ ଶିକ୍ଷାନୁଷ୍ଠାନ ସହ ଜଡ଼ିତ ବ୍ୟକ୍ତିଙ୍କ ପାଇଁ ଶୁଭ । ପ୍ରଶାସନ, ପରିଚାଳନା, ନିର୍ମାଣ କ୍ଷେତ୍ରରେ ସଫଳତା ମିଳିବ । ସ୍ୱାସ୍ଥ୍ୟ ପ୍ରତି ସତର୍କ ରୁହନ୍ତୁ । — [774, 1178, 940, 1223]
event-item: • ରାଜ୍ୟସ୍ତରୀୟ ଯୁବ ଉତ୍ସବ ଶିବିର, ସ୍ଥାନ: ଟାଉନ ହଲ, ସମୟ: ପୂର୍ବାହ୍ନ ୧୦ଟା । — [436, 396, 574, 429]
district-heading: କେନ୍ଦ୍ରାପଡ଼ା — [290, 230, 347, 246]
events-column-3 — [290, 100, 430, 738]
district-heading: ବଲାଙ୍ଗୀର — [436, 380, 488, 396]
events-banner: ଆଜି କ’ଣ କେଉଁଠି — [248, 68, 468, 98]
event-item: • ଭାଗବତ ପାରାୟଣ, ସ୍ଥାନ: ଆମରାପାଲି, ଚମ୍ପାମହାରାଜପୁର ଛକ, ସମୟ: ସନ୍ଧ୍ୟା ୭ଟା । — [580, 123, 712, 156]
district-heading: ଜଗତସିଂହପୁର — [290, 134, 355, 150]
event-item: • କୁମାରୀଙ୍କ ମହୋତ୍ସବ ସାଂସ୍କୃତିକ ଉତ୍ସବ, ସ୍ଥାନ: ଯାଜପୁର ବ୍ଲକ, ସମୟ: ସନ୍ଧ୍ୟା ୬ଟା । — [290, 433, 430, 467]
